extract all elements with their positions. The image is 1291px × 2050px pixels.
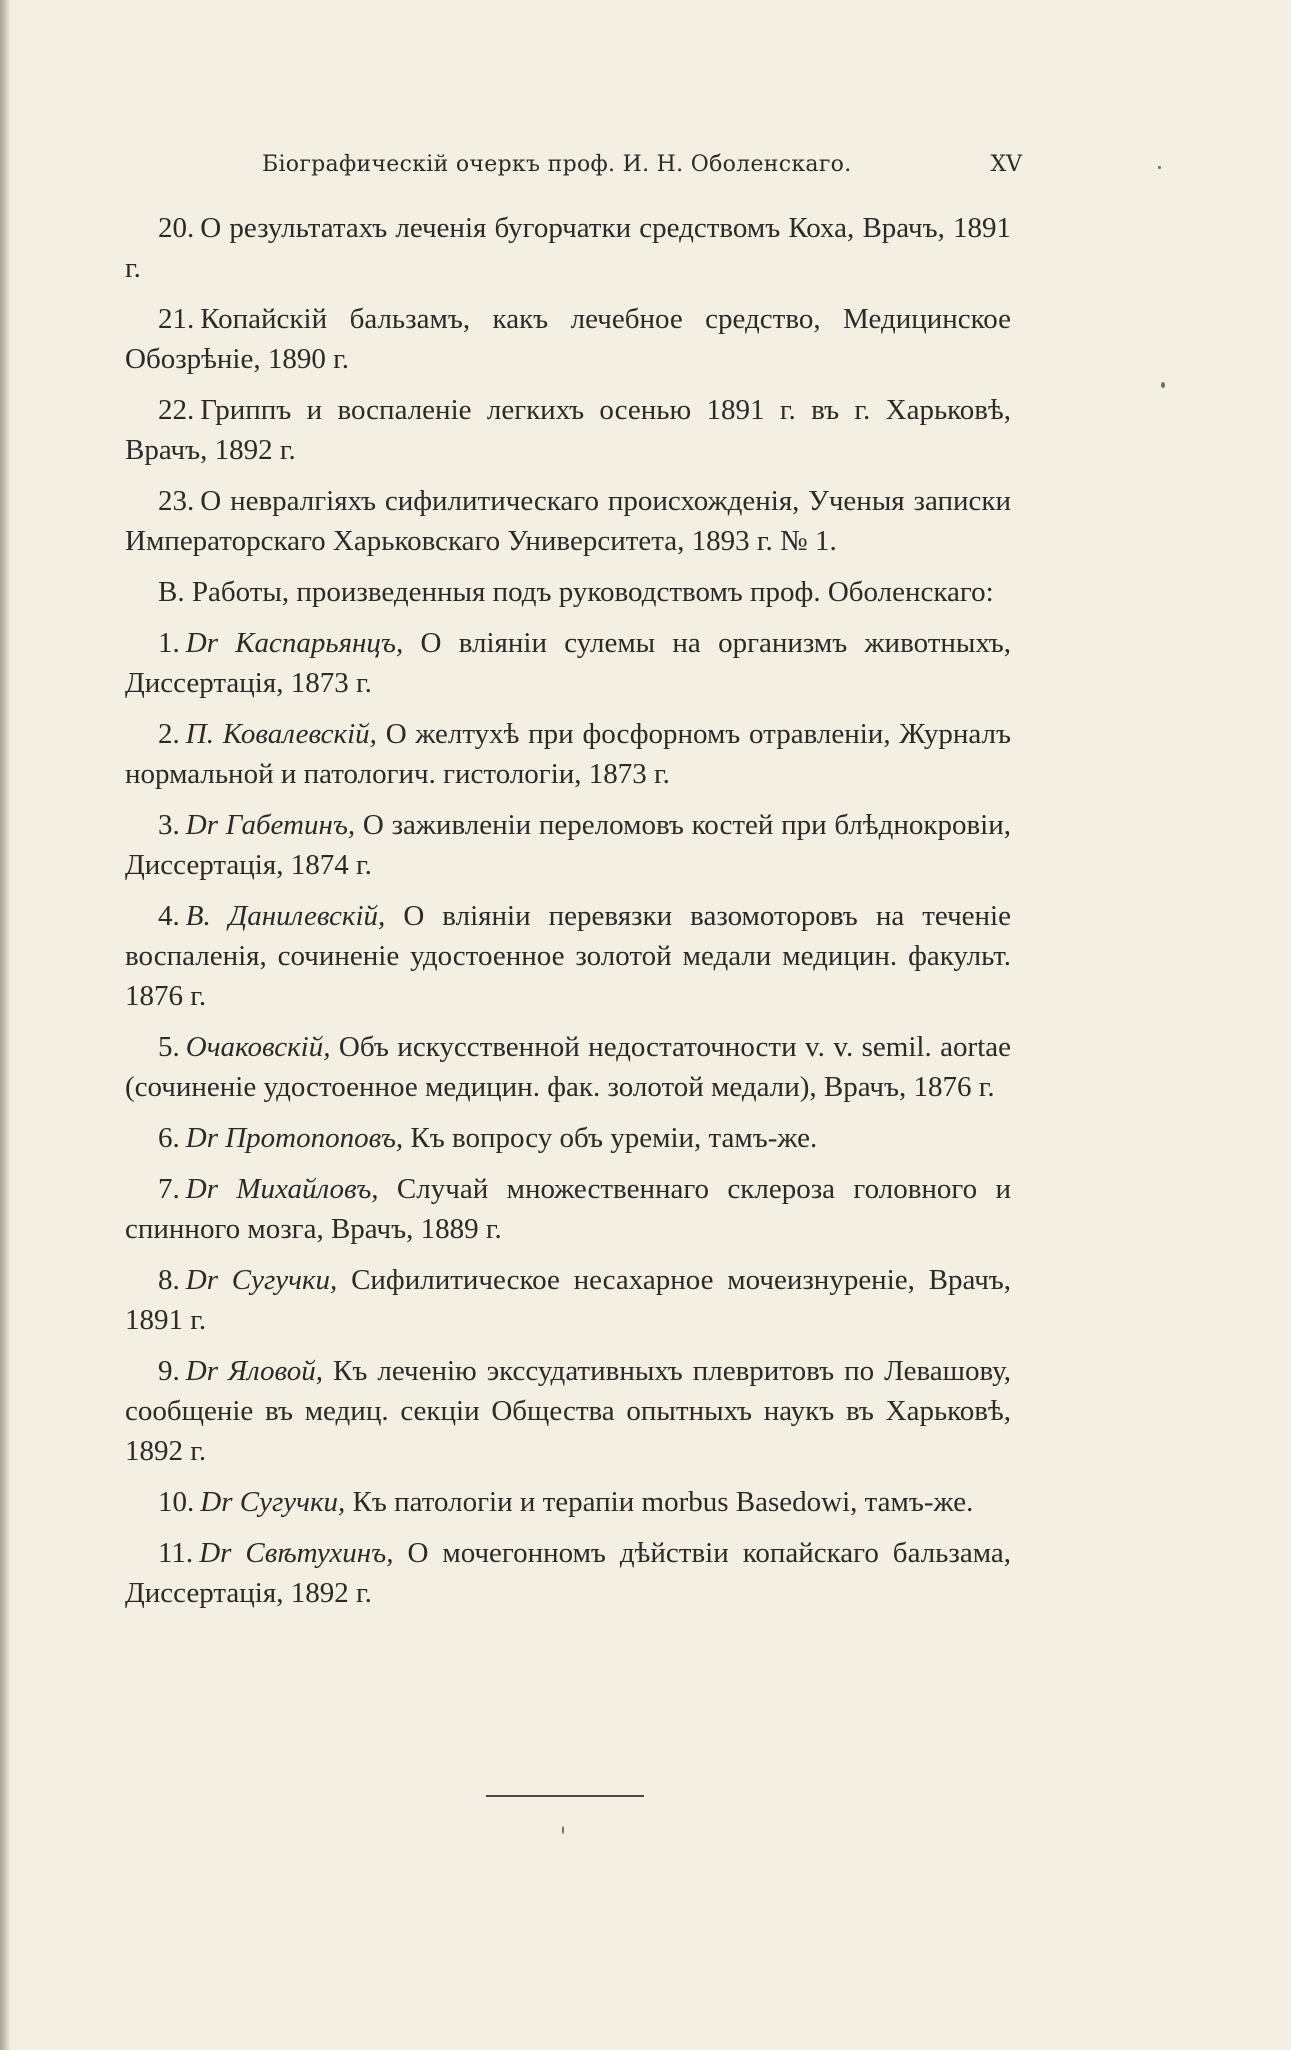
entry-21 — [125, 299, 1011, 379]
entry-author: Очаковскій, — [185, 1031, 331, 1063]
entry-20 — [125, 208, 1011, 288]
entry-text: О желтухѣ при фосфорномъ отравленіи, Журналъ нормальной и патологич. гистологіи, 1873 г. — [125, 718, 1011, 790]
entry-author: Dr Габетинъ, — [185, 809, 356, 841]
entry-number: 5. — [158, 1031, 180, 1063]
work-entry-4 — [125, 896, 1011, 1016]
work-entry-8 — [125, 1260, 1011, 1340]
entry-author: Dr Свѣтухинъ, — [199, 1537, 394, 1569]
work-entry-2 — [125, 714, 1011, 794]
work-entry-11 — [125, 1533, 1011, 1613]
entry-text: Сифилитическое несахарное мочеизнуреніе, Врачъ, 1891 г. — [125, 1264, 1012, 1336]
work-entry-7 — [125, 1169, 1011, 1249]
entry-number: 11. — [158, 1537, 194, 1569]
entry-number: 4. — [158, 900, 180, 932]
work-entry-10 — [125, 1482, 1011, 1522]
entry-number: 10. — [158, 1486, 195, 1518]
entry-author: Dr Михайловъ, — [185, 1173, 379, 1205]
work-entry-1 — [125, 623, 1011, 703]
work-entry-6 — [125, 1118, 1011, 1158]
entry-author: П. Ковалевскій, — [185, 718, 377, 750]
entry-text: О вліяніи перевязки вазомоторовъ на теченіе воспаленія, сочиненіе удостоенное золотой медали медицин. факульт. 1876 г. — [125, 900, 1011, 1012]
entry-number: 6. — [158, 1122, 180, 1154]
entry-text: О результатахъ леченія бугорчатки средствомъ Коха, Врачъ, 1891 г. — [125, 212, 1011, 284]
entry-22 — [125, 390, 1011, 470]
entry-author: В. Данилевскій, — [185, 900, 386, 932]
entry-number: 8. — [158, 1264, 180, 1296]
entry-number: 2. — [158, 718, 180, 750]
entry-text: Къ вопросу объ уреміи, тамъ-же. — [410, 1122, 818, 1154]
entry-author: Dr Яловой, — [185, 1355, 324, 1387]
entry-text: О заживленіи переломовъ костей при блѣднокровіи, Диссертація, 1874 г. — [125, 809, 1012, 881]
entry-number: 21. — [158, 303, 195, 335]
entry-text: О невралгіяхъ сифилитическаго происхожденія, Ученыя записки Императорскаго Харьковскаго Университета, 1893 г. № 1. — [125, 485, 1011, 557]
entry-number: 20. — [158, 212, 195, 244]
ink-speck — [562, 1826, 564, 1834]
closing-rule — [486, 1795, 644, 1797]
entry-number: 9. — [158, 1355, 180, 1387]
entry-text: Къ леченію экссудативныхъ плевритовъ по Левашову, сообщеніе въ медиц. секціи Общества опытныхъ наукъ въ Харьковѣ, 1892 г. — [125, 1355, 1012, 1467]
entry-text: Къ патологіи и терапіи morbus Basedowi, тамъ-же. — [352, 1486, 974, 1518]
entry-text: О вліяніи сулемы на организмъ животныхъ, Диссертація, 1873 г. — [125, 627, 1012, 699]
entry-text: Случай множественнаго склероза головного и спинного мозга, Врачъ, 1889 г. — [125, 1173, 1011, 1245]
entry-number: 3. — [158, 809, 180, 841]
entry-author: Dr Протопоповъ, — [185, 1122, 404, 1154]
ink-speck — [1158, 166, 1161, 169]
entry-text: Гриппъ и воспаленіе легкихъ осенью 1891 г. въ г. Харьковѣ, Врачъ, 1892 г. — [125, 394, 1011, 466]
entry-author: Dr Сугучки, — [185, 1264, 338, 1296]
running-head — [262, 152, 1022, 192]
entry-number: 7. — [158, 1173, 180, 1205]
section-b-heading: В. Работы, произведенныя подъ руководствомъ проф. Оболенскаго: — [158, 576, 994, 608]
work-entry-9 — [125, 1351, 1011, 1471]
entry-number: 22. — [158, 394, 195, 426]
entry-author: Dr Сугучки, — [200, 1486, 346, 1518]
running-title: Біографическій очеркъ проф. И. Н. Оболенскаго. — [262, 152, 852, 177]
entry-23 — [125, 481, 1011, 561]
entry-number: 1. — [158, 627, 180, 659]
entry-text: О мочегонномъ дѣйствіи копайскаго бальзама, Диссертація, 1892 г. — [125, 1537, 1011, 1609]
page-number: XV — [990, 152, 1022, 177]
page-spine-edge — [0, 0, 10, 2050]
work-entry-5 — [125, 1027, 1011, 1107]
ink-speck — [1161, 382, 1165, 388]
entry-text: Копайскій бальзамъ, какъ лечебное средство, Медицинское Обозрѣніе, 1890 г. — [125, 303, 1011, 375]
entry-author: Dr Каспарьянцъ, — [185, 627, 404, 659]
body-text — [125, 208, 1011, 1624]
entry-number: 23. — [158, 485, 195, 517]
work-entry-3 — [125, 805, 1011, 885]
entry-text: Объ искусственной недостаточности v. v. semil. aortae (сочиненіе удостоенное медицин. фак. золотой медали), Врачъ, 1876 г. — [125, 1031, 1011, 1103]
